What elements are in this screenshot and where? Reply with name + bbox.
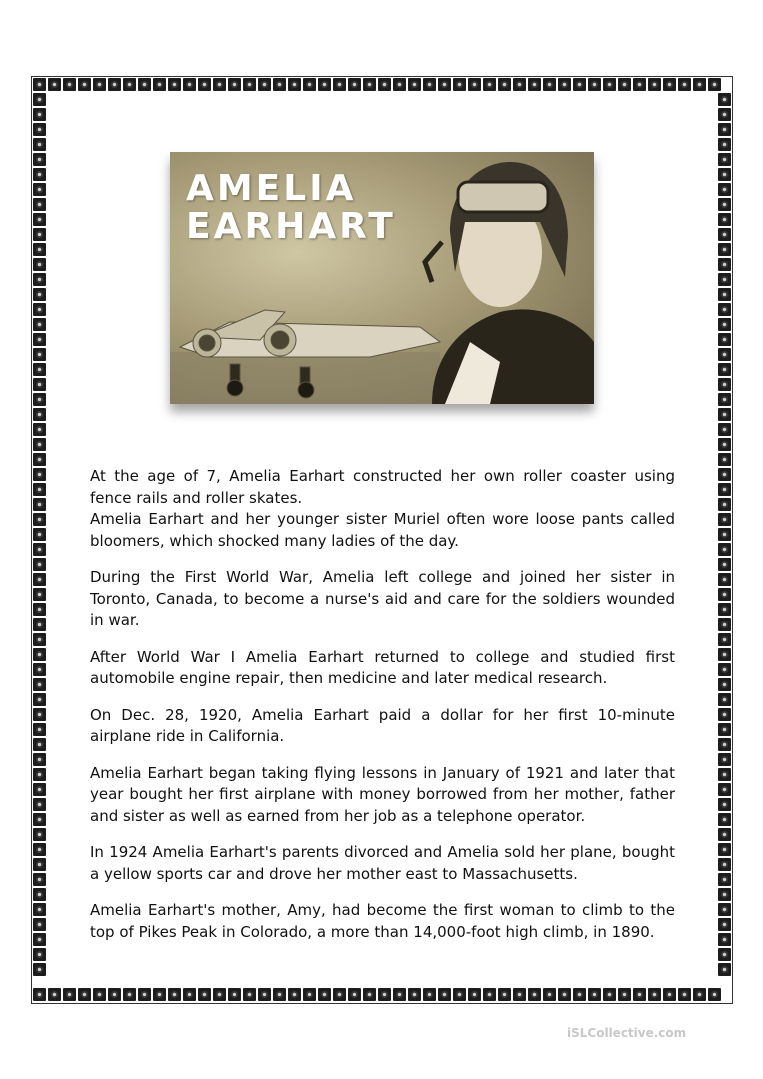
border-tile [512, 77, 527, 92]
border-tile [362, 987, 377, 1002]
border-tile [32, 362, 47, 377]
border-tile [32, 782, 47, 797]
border-tile [717, 902, 732, 917]
banner-title-line2: EARHART [186, 206, 396, 247]
border-tile [32, 422, 47, 437]
border-tile [717, 617, 732, 632]
border-tile [32, 227, 47, 242]
border-tile [717, 377, 732, 392]
border-tile [32, 962, 47, 977]
border-tile [717, 92, 732, 107]
border-tile [717, 692, 732, 707]
border-tile [302, 987, 317, 1002]
portrait-illustration [425, 162, 594, 404]
border-tile [512, 987, 527, 1002]
border-tile [32, 752, 47, 767]
border-tile [717, 437, 732, 452]
border-tile [272, 77, 287, 92]
border-tile [32, 347, 47, 362]
border-tile [422, 77, 437, 92]
border-tile [32, 137, 47, 152]
border-tile [32, 122, 47, 137]
border-tile [717, 797, 732, 812]
border-tile [602, 77, 617, 92]
border-tile [32, 317, 47, 332]
border-tile [32, 302, 47, 317]
border-tile [717, 632, 732, 647]
border-tile [717, 542, 732, 557]
border-tile [32, 722, 47, 737]
border-tile [422, 987, 437, 1002]
border-tile [332, 77, 347, 92]
border-tile [717, 737, 732, 752]
border-tile [717, 962, 732, 977]
border-tile [32, 287, 47, 302]
border-tile [677, 77, 692, 92]
border-tile [677, 987, 692, 1002]
border-tile [287, 77, 302, 92]
paragraph: Amelia Earhart's mother, Amy, had become the first woman to climb to the top of Pikes Peak in Colorado, a more than 14,000-foot high climb, in 1890. [90, 901, 675, 941]
border-tile [32, 542, 47, 557]
border-tile [572, 987, 587, 1002]
border-tile [32, 692, 47, 707]
border-tile [587, 987, 602, 1002]
border-tile [77, 987, 92, 1002]
border-tile [32, 827, 47, 842]
border-tile [617, 77, 632, 92]
border-tile [287, 987, 302, 1002]
border-tile [707, 77, 722, 92]
border-tile [467, 77, 482, 92]
border-tile [167, 77, 182, 92]
border-tile [107, 77, 122, 92]
border-tile [717, 362, 732, 377]
border-tile [32, 527, 47, 542]
border-tile [32, 677, 47, 692]
border-tile [32, 947, 47, 962]
border-tile [717, 887, 732, 902]
border-tile [32, 482, 47, 497]
border-tile [32, 812, 47, 827]
border-tile [717, 662, 732, 677]
paragraph: During the First World War, Amelia left college and joined her sister in Toronto, Canada, to become a nurse's aid and care for the soldiers wounded in war. [90, 568, 675, 629]
border-tile [32, 872, 47, 887]
border-tile [497, 987, 512, 1002]
border-tile [717, 857, 732, 872]
border-tile [32, 77, 47, 92]
border-tile [242, 77, 257, 92]
border-tile [602, 987, 617, 1002]
border-tile [437, 987, 452, 1002]
border-tile [717, 707, 732, 722]
border-tile [32, 932, 47, 947]
border-tile [717, 872, 732, 887]
border-tile [527, 77, 542, 92]
border-tile [212, 77, 227, 92]
border-tile [717, 347, 732, 362]
frame-top-border [32, 77, 722, 92]
border-tile [32, 467, 47, 482]
border-tile [717, 467, 732, 482]
border-tile [717, 497, 732, 512]
border-tile [717, 917, 732, 932]
border-tile [152, 987, 167, 1002]
border-tile [717, 752, 732, 767]
border-tile [362, 77, 377, 92]
border-tile [377, 987, 392, 1002]
border-tile [647, 987, 662, 1002]
border-tile [32, 797, 47, 812]
border-tile [717, 932, 732, 947]
border-tile [227, 987, 242, 1002]
frame-right-border [717, 92, 732, 977]
border-tile [467, 987, 482, 1002]
banner-title-line1: AMELIA [186, 168, 357, 209]
border-tile [717, 137, 732, 152]
border-tile [257, 77, 272, 92]
border-tile [717, 527, 732, 542]
frame-left-border [32, 92, 47, 977]
border-tile [452, 77, 467, 92]
border-tile [717, 242, 732, 257]
border-tile [212, 987, 227, 1002]
border-tile [717, 332, 732, 347]
border-tile [647, 77, 662, 92]
border-tile [32, 182, 47, 197]
border-tile [257, 987, 272, 1002]
border-tile [717, 107, 732, 122]
border-tile [32, 557, 47, 572]
border-tile [32, 167, 47, 182]
border-tile [32, 602, 47, 617]
border-tile [272, 987, 287, 1002]
border-tile [717, 722, 732, 737]
border-tile [32, 332, 47, 347]
border-tile [717, 392, 732, 407]
border-tile [62, 987, 77, 1002]
border-tile [32, 512, 47, 527]
border-tile [717, 512, 732, 527]
border-tile [347, 987, 362, 1002]
fact-paragraphs [90, 466, 675, 958]
border-tile [242, 987, 257, 1002]
frame-bottom-border [32, 987, 722, 1002]
border-tile [32, 587, 47, 602]
border-tile [717, 452, 732, 467]
border-tile [317, 987, 332, 1002]
border-tile [717, 197, 732, 212]
border-tile [302, 77, 317, 92]
border-tile [452, 987, 467, 1002]
border-tile [32, 92, 47, 107]
border-tile [32, 107, 47, 122]
paragraph: After World War I Amelia Earhart returned to college and studied first automobile engine repair, then medicine and later medical research. [90, 647, 675, 687]
border-tile [32, 662, 47, 677]
border-tile [632, 987, 647, 1002]
border-tile [62, 77, 77, 92]
border-tile [717, 317, 732, 332]
border-tile [32, 647, 47, 662]
border-tile [167, 987, 182, 1002]
border-tile [717, 152, 732, 167]
border-tile [32, 407, 47, 422]
border-tile [32, 212, 47, 227]
border-tile [122, 77, 137, 92]
border-tile [717, 827, 732, 842]
border-tile [197, 77, 212, 92]
border-tile [717, 572, 732, 587]
border-tile [717, 302, 732, 317]
border-tile [617, 987, 632, 1002]
border-tile [32, 617, 47, 632]
border-tile [77, 77, 92, 92]
border-tile [332, 987, 347, 1002]
border-tile [32, 452, 47, 467]
border-tile [182, 987, 197, 1002]
paragraph: Amelia Earhart and her younger sister Muriel often wore loose pants called bloomers, which shocked many ladies of the day. [90, 510, 675, 550]
border-tile [392, 987, 407, 1002]
border-tile [717, 257, 732, 272]
border-tile [32, 857, 47, 872]
border-tile [717, 767, 732, 782]
border-tile [32, 632, 47, 647]
border-tile [182, 77, 197, 92]
border-tile [717, 422, 732, 437]
border-tile [717, 122, 732, 137]
border-tile [717, 782, 732, 797]
border-tile [92, 77, 107, 92]
border-tile [662, 77, 677, 92]
border-tile [717, 812, 732, 827]
border-tile [32, 437, 47, 452]
border-tile [32, 737, 47, 752]
border-tile [152, 77, 167, 92]
border-tile [392, 77, 407, 92]
border-tile [107, 987, 122, 1002]
border-tile [32, 707, 47, 722]
border-tile [407, 77, 422, 92]
border-tile [437, 77, 452, 92]
border-tile [717, 182, 732, 197]
border-tile [197, 987, 212, 1002]
border-tile [587, 77, 602, 92]
border-tile [542, 987, 557, 1002]
paragraph: In 1924 Amelia Earhart's parents divorced and Amelia sold her plane, bought a yellow sports car and drove her mother east to Massachusetts. [90, 843, 675, 883]
border-tile [717, 227, 732, 242]
border-tile [347, 77, 362, 92]
border-tile [717, 557, 732, 572]
border-tile [92, 987, 107, 1002]
border-tile [407, 987, 422, 1002]
border-tile [717, 947, 732, 962]
border-tile [32, 197, 47, 212]
border-tile [32, 257, 47, 272]
border-tile [32, 152, 47, 167]
border-tile [47, 77, 62, 92]
border-tile [497, 77, 512, 92]
border-tile [717, 677, 732, 692]
border-tile [32, 272, 47, 287]
border-tile [632, 77, 647, 92]
border-tile [482, 77, 497, 92]
border-tile [137, 987, 152, 1002]
border-tile [32, 987, 47, 1002]
border-tile [377, 77, 392, 92]
border-tile [717, 647, 732, 662]
border-tile [717, 287, 732, 302]
border-tile [122, 987, 137, 1002]
border-tile [717, 272, 732, 287]
border-tile [32, 767, 47, 782]
border-tile [32, 842, 47, 857]
border-tile [717, 482, 732, 497]
border-tile [482, 987, 497, 1002]
border-tile [137, 77, 152, 92]
border-tile [717, 167, 732, 182]
border-tile [32, 917, 47, 932]
border-tile [317, 77, 332, 92]
paragraph: On Dec. 28, 1920, Amelia Earhart paid a dollar for her first 10-minute airplane ride in California. [90, 705, 675, 745]
border-tile [692, 77, 707, 92]
banner-title [186, 170, 396, 246]
border-tile [32, 902, 47, 917]
border-tile [32, 497, 47, 512]
amelia-earhart-banner-image [170, 152, 594, 404]
paragraph: Amelia Earhart began taking flying lessons in January of 1921 and later that year bought her first airplane with money borrowed from her mother, father and sister as well as earned from her job as a telephone operator. [90, 763, 675, 825]
border-tile [707, 987, 722, 1002]
border-tile [662, 987, 677, 1002]
paragraph: At the age of 7, Amelia Earhart constructed her own roller coaster using fence rails and roller skates. [90, 467, 675, 507]
border-tile [227, 77, 242, 92]
border-tile [717, 212, 732, 227]
border-tile [557, 77, 572, 92]
border-tile [32, 572, 47, 587]
border-tile [32, 887, 47, 902]
border-tile [32, 377, 47, 392]
watermark: iSLCollective.com [567, 1026, 687, 1040]
border-tile [557, 987, 572, 1002]
border-tile [717, 842, 732, 857]
border-tile [717, 587, 732, 602]
border-tile [717, 602, 732, 617]
border-tile [32, 242, 47, 257]
border-tile [572, 77, 587, 92]
border-tile [692, 987, 707, 1002]
border-tile [527, 987, 542, 1002]
border-tile [47, 987, 62, 1002]
border-tile [542, 77, 557, 92]
border-tile [717, 407, 732, 422]
border-tile [32, 392, 47, 407]
